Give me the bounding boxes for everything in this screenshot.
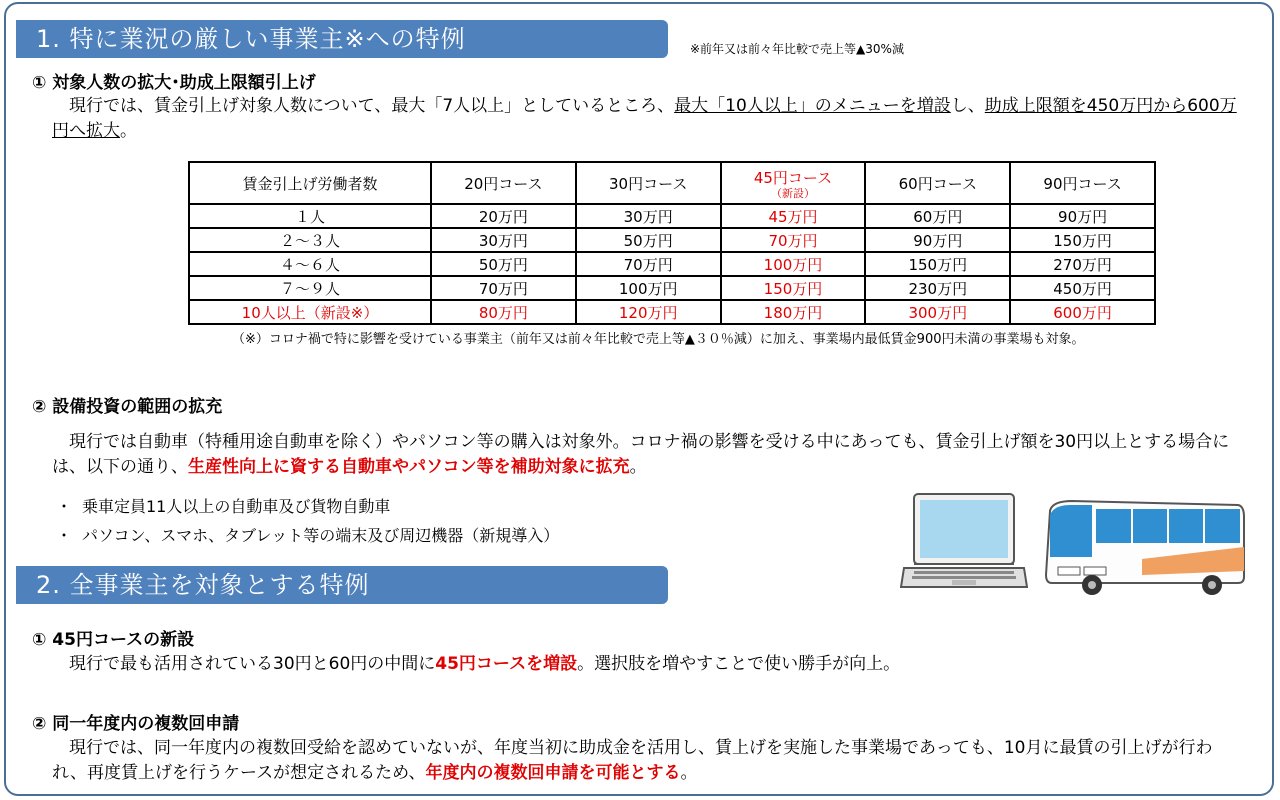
- table-cell: 45万円: [721, 204, 866, 228]
- table-cell: ７～９人: [189, 276, 431, 300]
- bullet-text: 乗車定員11人以上の自動車及び貨物自動車: [82, 497, 391, 516]
- bullet-item: [56, 523, 559, 546]
- s2-sub1-para-b: 45円コースを増設: [435, 654, 578, 674]
- bullet-text: パソコン、スマホ、タブレット等の端末及び周辺機器（新規導入）: [82, 526, 560, 545]
- sub1-para-e: 。: [120, 121, 137, 141]
- table-cell: 100万円: [576, 276, 721, 300]
- section1-banner: [16, 20, 668, 58]
- table-cell: 180万円: [721, 300, 866, 324]
- subsidy-table: [188, 161, 1156, 325]
- s2-sub1-para-a: 現行で最も活用されている30円と60円の中間に: [52, 654, 436, 674]
- section1-note: ※前年又は前々年比較で売上等▲30%減: [690, 42, 904, 56]
- table-header-45-label: 45円コース: [753, 168, 833, 187]
- table-cell: 50万円: [431, 252, 576, 276]
- s2-sub2-para-b: 年度内の複数回申請を可能とする: [425, 763, 681, 783]
- sub2-heading: ② 設備投資の範囲の拡充: [32, 397, 223, 417]
- table-cell: 300万円: [865, 300, 1010, 324]
- table-header-row: [189, 162, 1155, 204]
- table-header: 60円コース: [865, 162, 1010, 204]
- sub1-paragraph: [52, 94, 1242, 144]
- table-cell: 100万円: [721, 252, 866, 276]
- table-header-45-sub: （新設）: [770, 186, 815, 200]
- table-cell: 150万円: [865, 252, 1010, 276]
- s2-sub2-para-c: 。: [680, 763, 698, 783]
- sub2-para-b: 生産性向上に資する自動車やパソコン等を補助対象に拡充: [188, 457, 630, 477]
- table-cell: 150万円: [721, 276, 866, 300]
- sub1-heading: ① 対象人数の拡大･助成上限額引上げ: [32, 73, 316, 93]
- table-row: [189, 204, 1155, 228]
- sub2-para-a: 現行では自動車（特種用途自動車を除く）やパソコン等の購入は対象外。コロナ禍の影響を受ける中にあっても、賃金引上げ額を30円以上とする場合には、以下の通り、: [52, 432, 1230, 477]
- sub2-paragraph: [52, 430, 1247, 480]
- table-row: [189, 252, 1155, 276]
- table-cell: 230万円: [865, 276, 1010, 300]
- table-cell: 600万円: [1010, 300, 1155, 324]
- table-cell: 90万円: [865, 228, 1010, 252]
- table-header: 90円コース: [1010, 162, 1155, 204]
- table-cell: １人: [189, 204, 431, 228]
- table-header: 20円コース: [431, 162, 576, 204]
- table-cell: 30万円: [431, 228, 576, 252]
- laptop-illustration-icon: [900, 492, 1028, 590]
- s2-sub1-para-c: 。選択肢を増やすことで使い勝手が向上。: [577, 654, 901, 674]
- s2-sub2-heading: ② 同一年度内の複数回申請: [32, 714, 240, 734]
- table-cell: 270万円: [1010, 252, 1155, 276]
- table-cell: ４～６人: [189, 252, 431, 276]
- table-cell: ２～３人: [189, 228, 431, 252]
- sub1-para-d: 助成上限額を450万円から600万円へ拡大: [52, 96, 1237, 141]
- table-cell: 150万円: [1010, 228, 1155, 252]
- table-cell: 60万円: [865, 204, 1010, 228]
- table-cell: 70万円: [576, 252, 721, 276]
- table-cell: 70万円: [431, 276, 576, 300]
- bullet-mark: ・: [56, 526, 73, 545]
- bullet-item: [56, 494, 390, 517]
- table-cell: 50万円: [576, 228, 721, 252]
- table-cell: 70万円: [721, 228, 866, 252]
- sub2-para-c: 。: [629, 457, 647, 477]
- table-row: [189, 276, 1155, 300]
- section2-banner: [16, 566, 668, 604]
- s2-sub1-paragraph: [52, 652, 1247, 677]
- s2-sub2-paragraph: [52, 736, 1247, 786]
- table-cell: 10人以上（新設※）: [189, 300, 431, 324]
- sub1-para-b: 最大「10人以上」のメニューを増設: [674, 96, 951, 116]
- table-cell: 450万円: [1010, 276, 1155, 300]
- table-cell: 80万円: [431, 300, 576, 324]
- table-cell: 120万円: [576, 300, 721, 324]
- table-header-45: [721, 162, 866, 204]
- table-cell: 20万円: [431, 204, 576, 228]
- table-row-new: [189, 300, 1155, 324]
- table-row: [189, 228, 1155, 252]
- s2-sub1-heading: ① 45円コースの新設: [32, 630, 195, 650]
- s2-sub2-para-a: 現行では、同一年度内の複数回受給を認めていないが、年度当初に助成金を活用し、賃上げを実施した事業場であっても、10月に最賃の引上げが行われ、再度賃上げを行うケースが想定されるため、: [52, 738, 1213, 783]
- bus-illustration-icon: [1042, 497, 1246, 597]
- sub1-para-c: し、: [950, 96, 985, 116]
- table-cell: 90万円: [1010, 204, 1155, 228]
- bullet-mark: ・: [56, 497, 73, 516]
- table-header: 30円コース: [576, 162, 721, 204]
- table-footnote: （※）コロナ禍で特に影響を受けている事業主（前年又は前々年比較で売上等▲３０％減）に加え、事業場内最低賃金900円未満の事業場も対象。: [232, 332, 1085, 347]
- section2-title: 2. 全事業主を対象とする特例: [36, 571, 370, 599]
- sub1-para-a: 現行では、賃金引上げ対象人数について、最大「7人以上」としているところ、: [52, 96, 675, 116]
- table-cell: 30万円: [576, 204, 721, 228]
- section1-title: 1. 特に業況の厳しい事業主※への特例: [36, 25, 466, 53]
- table-header: 賃金引上げ労働者数: [189, 162, 431, 204]
